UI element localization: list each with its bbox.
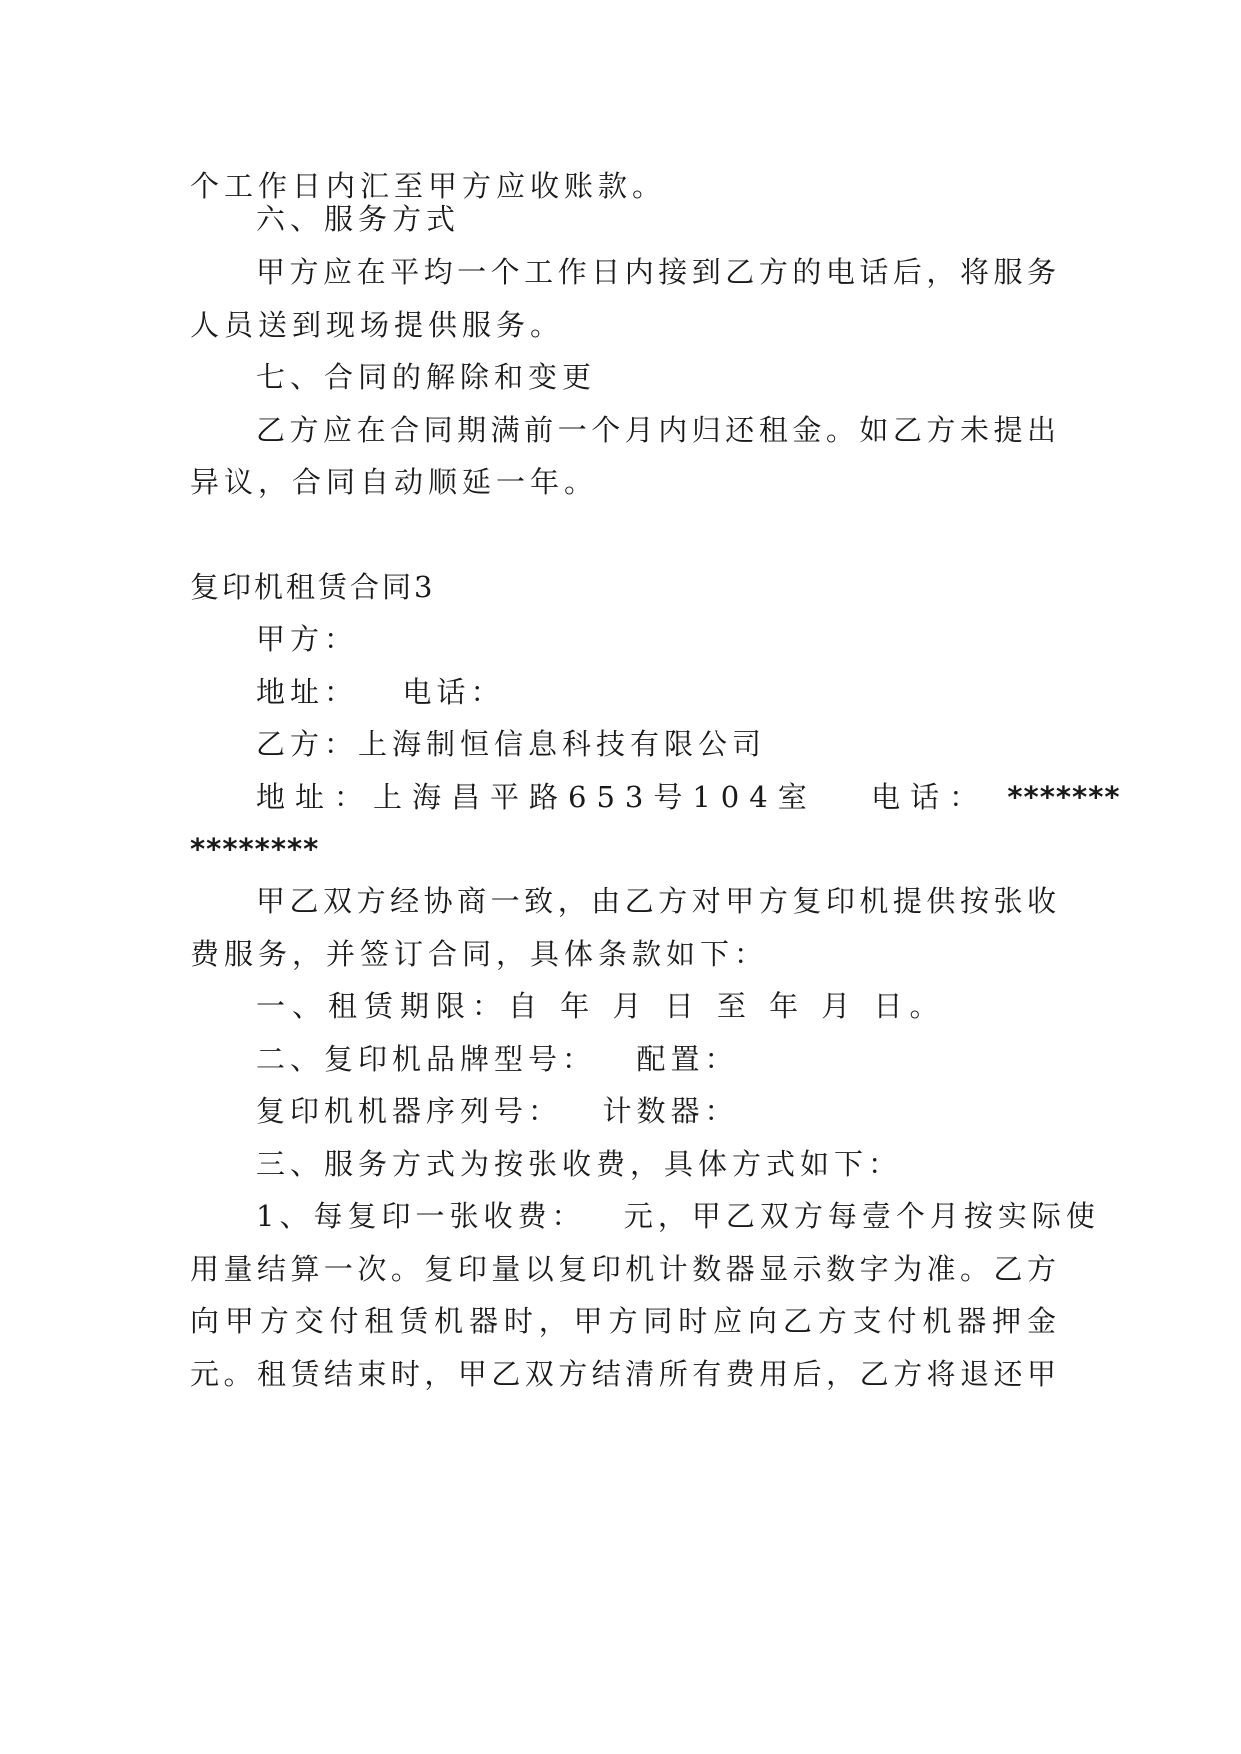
paragraph-line: 个工作日内汇至甲方应收账款。: [190, 169, 667, 203]
party-b-address: 地址：上海昌平路653号104室: [256, 780, 817, 814]
paragraph-line: 异议，合同自动顺延一年。: [190, 465, 599, 499]
paragraph-line: 甲乙双方经协商一致，由乙方对甲方复印机提供按张收: [256, 884, 1056, 918]
clause-serial-counter: [256, 1091, 1056, 1131]
party-b-phone-masked-continued: ********: [190, 832, 320, 866]
counter-label: 计数器：: [602, 1094, 739, 1128]
party-b-phone-label: 电话：: [871, 780, 989, 814]
section-heading-service-method: 六、服务方式: [256, 202, 461, 236]
per-copy-fee-label: 1、每复印一张收费：: [256, 1199, 586, 1233]
clause-brand-model: [256, 1039, 1056, 1079]
clause-lease-term: 一、租赁期限：自 年 月 日 至 年 月 日。: [256, 989, 946, 1023]
clause-per-copy-fee: [256, 1196, 1100, 1236]
party-b-name: 乙方：上海制恒信息科技有限公司: [256, 727, 767, 761]
party-a-address-phone: [256, 672, 1056, 712]
paragraph-line: 甲方应在平均一个工作日内接到乙方的电话后，将服务: [256, 255, 1056, 289]
configuration-label: 配置：: [636, 1042, 739, 1076]
paragraph-line: 向甲方交付租赁机器时，甲方同时应向乙方支付机器押金: [190, 1304, 1056, 1338]
paragraph-line: 乙方应在合同期满前一个月内归还租金。如乙方未提出: [256, 413, 1056, 447]
party-b-address-phone: [256, 777, 1121, 817]
party-b-phone-masked: *******: [1007, 780, 1121, 814]
clause-service-method: 三、服务方式为按张收费，具体方式如下：: [256, 1147, 903, 1181]
paragraph-line: 费服务，并签订合同，具体条款如下：: [190, 937, 769, 971]
per-copy-fee-text: 元，甲乙双方每壹个月按实际使: [623, 1199, 1100, 1233]
address-label: 地址：: [256, 675, 359, 709]
party-a-label: 甲方：: [256, 622, 359, 656]
contract-title: 复印机租赁合同3: [190, 570, 436, 604]
paragraph-line: 人员送到现场提供服务。: [190, 308, 565, 342]
brand-model-label: 二、复印机品牌型号：: [256, 1042, 597, 1076]
serial-number-label: 复印机机器序列号：: [256, 1094, 563, 1128]
phone-label: 电话：: [402, 675, 505, 709]
paragraph-line: 元。租赁结束时，甲乙双方结清所有费用后，乙方将退还甲: [190, 1357, 1056, 1391]
paragraph-line: 用量结算一次。复印量以复印机计数器显示数字为准。乙方: [190, 1252, 1056, 1286]
section-heading-termination: 七、合同的解除和变更: [256, 360, 597, 394]
